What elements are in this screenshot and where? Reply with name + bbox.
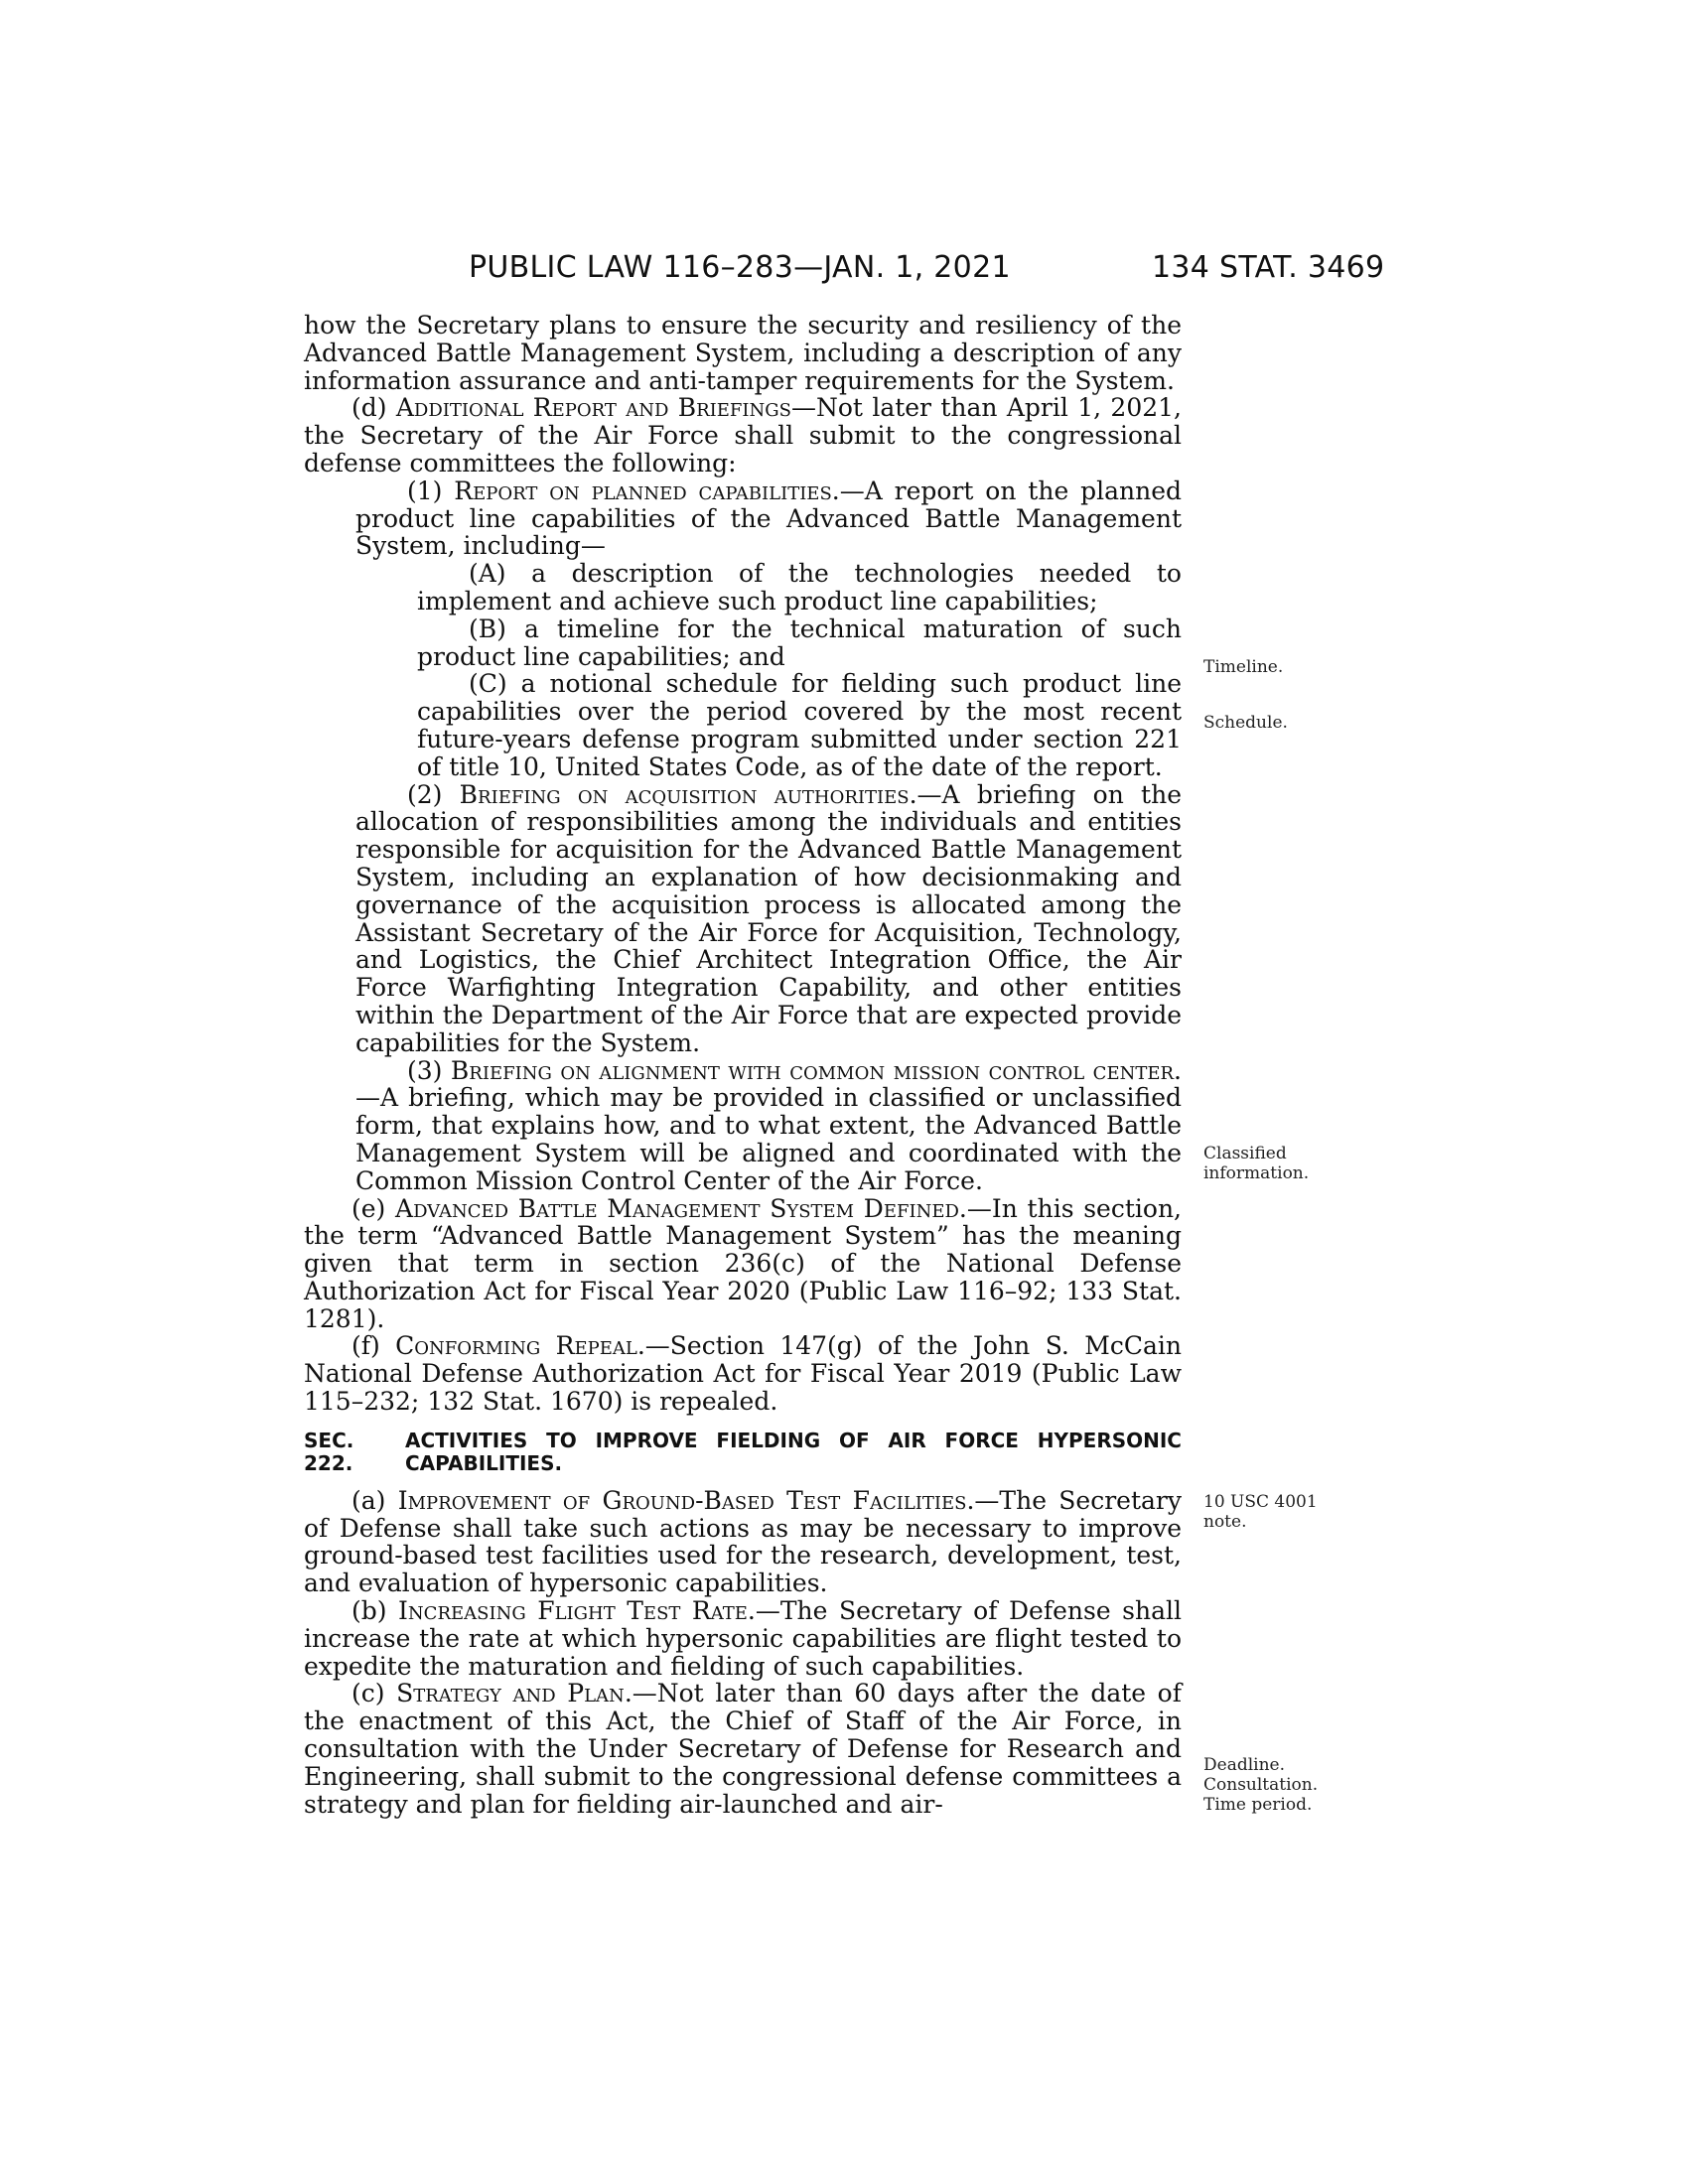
section-title: ACTIVITIES TO IMPROVE FIELDING OF AIR FORCE HYPERSONIC CAPABILITIES. <box>405 1428 1182 1475</box>
margin-note-consultation: Consultation. <box>1203 1775 1319 1795</box>
margin-note-time-period: Time period. <box>1203 1795 1313 1815</box>
section-number: SEC. 222. <box>304 1428 354 1475</box>
subparagraph-b: (B) a timeline for the technical maturation of such product line capabilities; and <box>417 614 1182 671</box>
subsection-text: .—In this section, the term “Advanced Battle Management System” has the meaning given that term in section 236(c) of the National Defense Authorization Act for Fiscal Year 2020 (Public Law 116–92; 133 Stat. 1281). <box>304 1193 1182 1333</box>
paragraph-text: .—A report on the planned product line capabilities of the Advanced Battle Management System, including— <box>355 476 1182 561</box>
paragraph-heading: Briefing on alignment with common mission control center <box>450 1055 1175 1085</box>
paragraph-label: (2) <box>407 779 460 809</box>
margin-note-classified <box>1203 1144 1342 1183</box>
paragraph-text: .—A briefing, which may be provided in classified or unclassified form, that explains how, and to what extent, the Advanced Battle Management System will be aligned and coordinated with the Common Mission Control Center of the Air Force. <box>355 1055 1182 1195</box>
subsection-label: (e) <box>352 1193 396 1223</box>
subsection-heading: Conforming Repeal <box>395 1331 637 1361</box>
subsection-text: .—The Secretary of Defense shall take such actions as may be necessary to improve ground-based test facilities used for the research, development, test, and evaluation of hypersonic capabilities. <box>304 1485 1183 1598</box>
running-head-title: PUBLIC LAW 116–283—JAN. 1, 2021 <box>469 250 1011 285</box>
subsection-c <box>304 1680 1182 1818</box>
subsection-label: (f) <box>352 1331 396 1361</box>
margin-note-timeline: Timeline. <box>1203 657 1284 677</box>
subsection-heading: Improvement of Ground-Based Test Facilities <box>397 1485 967 1515</box>
subsection-text: —Not later than April 1, 2021, the Secretary of the Air Force shall submit to the congressional defense committees the following: <box>304 393 1182 478</box>
subsection-label: (c) <box>352 1679 397 1708</box>
text-column <box>304 312 1182 1818</box>
paragraph-d1 <box>304 478 1182 560</box>
subsection-heading: Strategy and Plan <box>396 1679 625 1708</box>
subsection-text: .—The Secretary of Defense shall increase the rate at which hypersonic capabilities are flight tested to expedite the maturation and fielding of such capabilities. <box>304 1596 1182 1681</box>
margin-note-line: Classified <box>1203 1144 1287 1163</box>
subsection-heading: Advanced Battle Management System Defined <box>395 1193 959 1223</box>
margin-note-deadline: Deadline. <box>1203 1755 1285 1775</box>
margin-note-line: note. <box>1203 1512 1247 1532</box>
subsection-e <box>304 1195 1182 1333</box>
margin-note-line: information. <box>1203 1163 1310 1183</box>
subsection-label: (b) <box>352 1596 399 1626</box>
section-heading <box>304 1430 1182 1475</box>
subsection-text: .—Not later than 60 days after the date of the enactment of this Act, the Chief of Staff of the Air Force, in consultation with the Under Secretary of Defense for Research and Engineering, shall submit to the congressional defense committees a strategy and plan for fielding air-launched and air- <box>304 1679 1182 1819</box>
subparagraph-a: (A) a description of the technologies needed to implement and achieve such product line capabilities; <box>417 559 1182 615</box>
paragraph-continuation: how the Secretary plans to ensure the security and resiliency of the Advanced Battle Management System, including a description of any information assurance and anti-tamper requirements for the System. <box>304 311 1182 395</box>
subsection-label: (d) <box>352 393 396 423</box>
subsection-heading: Additional Report and Briefings <box>395 393 791 423</box>
subsection-b <box>304 1597 1182 1680</box>
paragraph-label: (3) <box>407 1055 451 1085</box>
subsection-label: (a) <box>352 1485 398 1515</box>
page-stat-number: 134 STAT. 3469 <box>1152 250 1385 285</box>
margin-note-usc <box>1203 1492 1342 1532</box>
subparagraph-c: (C) a notional schedule for fielding such product line capabilities over the period covered by the most recent future-years defense program submitted under section 221 of title 10, United States Code, as of the date of the report. <box>417 669 1182 781</box>
margin-note-line: 10 USC 4001 <box>1203 1492 1318 1512</box>
margin-note-deadline-group <box>1203 1755 1342 1815</box>
subsection-a <box>304 1487 1182 1597</box>
subsection-text: .—Section 147(g) of the John S. McCain National Defense Authorization Act for Fiscal Year 2019 (Public Law 115–232; 132 Stat. 1670) is repealed. <box>304 1331 1183 1417</box>
paragraph-heading: Report on planned capabilities <box>454 476 832 505</box>
paragraph-d3 <box>304 1057 1182 1195</box>
subsection-heading: Increasing Flight Test Rate <box>398 1596 748 1626</box>
paragraph-label: (1) <box>407 476 455 505</box>
paragraph-heading: Briefing on acquisition authorities <box>459 779 910 809</box>
subsection-f <box>304 1332 1182 1415</box>
subsection-d <box>304 394 1182 477</box>
margin-note-schedule: Schedule. <box>1203 713 1288 733</box>
paragraph-d2 <box>304 781 1182 1057</box>
paragraph-text: .—A briefing on the allocation of responsibilities among the individuals and entities responsible for acquisition for the Advanced Battle Management System, including an explanation of how decisionmaking and governance of the acquisition process is allocated among the Assistant Secretary of the Air Force for Acquisition, Technology, and Logistics, the Chief Architect Integration Office, the Air Force Warfighting Integration Capability, and other entities within the Department of the Air Force that are expected provide capabilities for the System. <box>355 779 1182 1057</box>
